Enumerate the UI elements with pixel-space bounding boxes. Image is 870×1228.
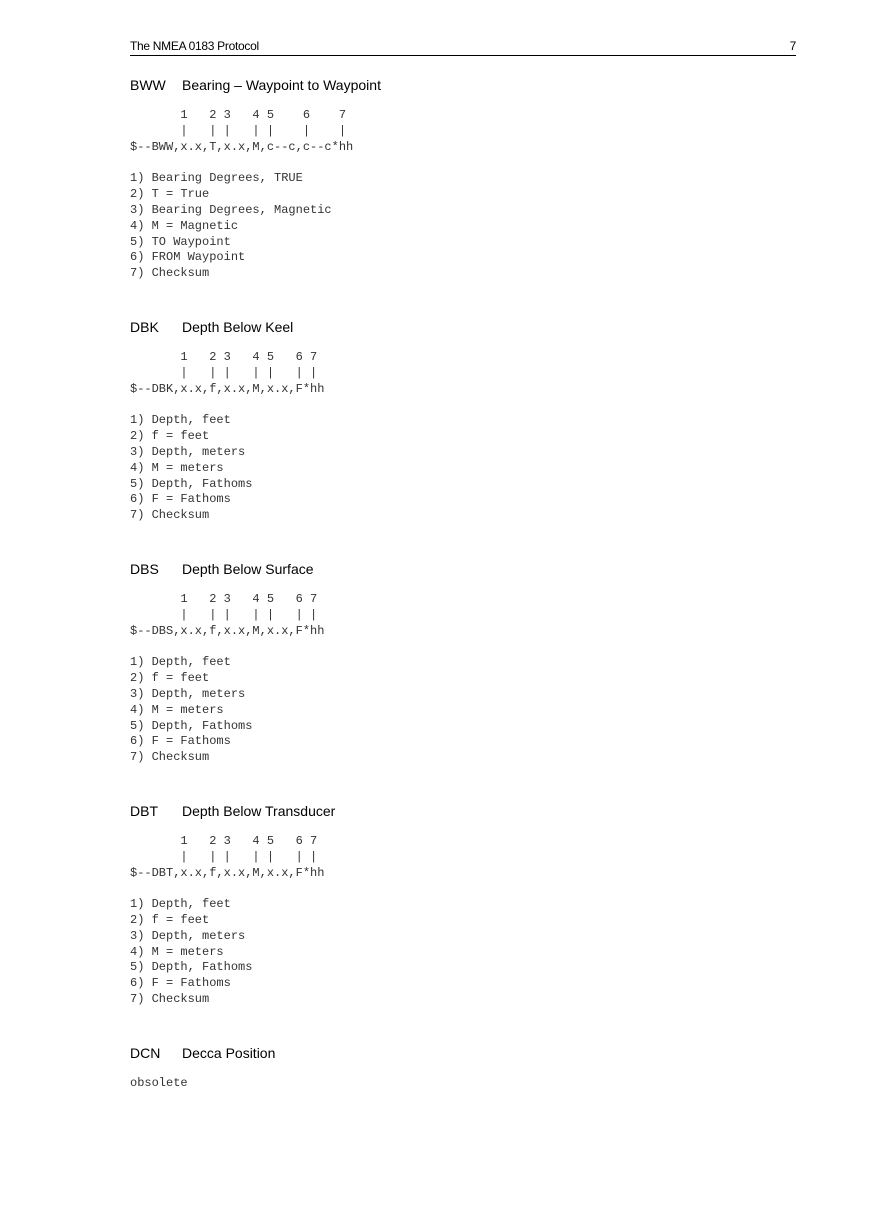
section-heading <box>130 1044 796 1062</box>
sentence-code: DCN <box>130 1044 161 1061</box>
running-header <box>130 37 796 56</box>
field-descriptions: 1) Depth, feet 2) f = feet 3) Depth, meters 4) M = meters 5) Depth, Fathoms 6) F = Fathoms 7) Checksum <box>130 897 253 1007</box>
running-header-title: The NMEA 0183 Protocol <box>130 39 259 53</box>
document-page <box>130 37 796 1092</box>
section-heading <box>130 560 796 578</box>
sentence-title: Depth Below Transducer <box>182 802 336 819</box>
sentence-format-diagram: 1 2 3 4 5 6 7 | | | | | | | $--BWW,x.x,T,x.x,M,c--c,c--c*hh <box>130 108 354 154</box>
field-descriptions: 1) Depth, feet 2) f = feet 3) Depth, meters 4) M = meters 5) Depth, Fathoms 6) F = Fathoms 7) Checksum <box>130 655 253 765</box>
sentence-title: Depth Below Surface <box>182 560 314 577</box>
section-dbk <box>130 318 796 524</box>
section-dbs <box>130 560 796 766</box>
section-dbt <box>130 802 796 1008</box>
sentence-title: Bearing – Waypoint to Waypoint <box>182 77 381 93</box>
sentence-code: DBK <box>130 318 159 335</box>
section-dcn <box>130 1044 796 1092</box>
sentence-title: Depth Below Keel <box>182 318 294 335</box>
sentence-format-diagram: 1 2 3 4 5 6 7 | | | | | | | $--DBS,x.x,f,x.x,M,x.x,F*hh <box>130 591 325 638</box>
obsolete-note: obsolete <box>130 1075 188 1090</box>
sentence-format-diagram: 1 2 3 4 5 6 7 | | | | | | | $--DBT,x.x,f,x.x,M,x.x,F*hh <box>130 833 325 880</box>
sentence-code: DBT <box>130 802 158 819</box>
section-bww <box>130 76 796 282</box>
section-heading <box>130 802 796 820</box>
section-heading <box>130 76 796 94</box>
sentence-code: DBS <box>130 560 159 577</box>
section-heading <box>130 318 796 336</box>
sentence-format-diagram: 1 2 3 4 5 6 7 | | | | | | | $--DBK,x.x,f,x.x,M,x.x,F*hh <box>130 349 325 396</box>
field-descriptions: 1) Depth, feet 2) f = feet 3) Depth, meters 4) M = meters 5) Depth, Fathoms 6) F = Fathoms 7) Checksum <box>130 413 253 523</box>
field-descriptions: 1) Bearing Degrees, TRUE 2) T = True 3) Bearing Degrees, Magnetic 4) M = Magnetic 5) TO Waypoint 6) FROM Waypoint 7) Checksum <box>130 171 332 281</box>
page-number: 7 <box>789 39 796 53</box>
sentence-title: Decca Position <box>182 1044 276 1061</box>
sentence-code: BWW <box>130 77 166 93</box>
